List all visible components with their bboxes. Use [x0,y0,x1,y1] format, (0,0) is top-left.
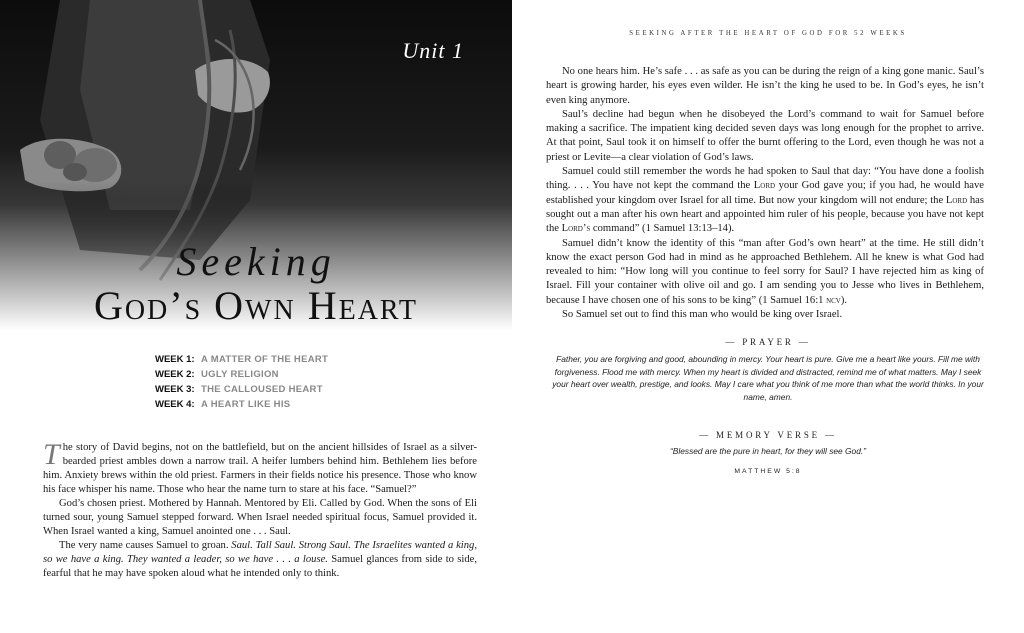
unit-label: Unit 1 [402,38,464,63]
drop-cap: T [43,438,60,471]
unit-title-line1: Seeking [176,239,336,284]
paragraph-text: Samuel glances from side to side, fearful that he may have spoken aloud what he intended only to think. [43,554,477,579]
paragraph: Saul’s decline had begun when he disobeyed the Lord’s command to wait for Samuel before making a sacrifice. The impatient king decided seven days was long enough for the prophet to arrive. At that point, Saul took it on himself to offer the burnt offering to the Lord, even though he was not a priest or Levite—a clear violation of God’s laws. [546,108,984,163]
week-number: WEEK 4: [155,399,195,410]
running-head: SEEKING AFTER THE HEART OF GOD FOR 52 WEEKS [629,30,907,37]
paragraph-text: command” (1 Samuel 13:13–14). [590,223,735,235]
paragraph-text: he story of David begins, not on the battlefield, but on the ancient hillsides of Israel as a silver-bearded priest ambles down a narrow trail. A heifer lumbers behind him. Bethlehem lies before him. Anxiety brews within the old priest. Farmers in their fields notice his presence. Those who know his face whisper his name. Those who hear the name turn to stare at his face. “Samuel?” [43,442,477,495]
small-caps-text: Lord [945,194,968,206]
week-title: THE CALLOUSED HEART [201,384,323,395]
paragraph: God’s chosen priest. Mothered by Hannah. Mentored by Eli. Called by God. When the sons of Eli turned sour, young Samuel stepped forward. When Israel needed spiritual focus, Samuel provided it. When Israel wanted a king, Samuel anointed one . . . Saul. [43,498,477,537]
week-item [155,382,328,397]
week-number: WEEK 2: [155,369,195,380]
paragraph-text: Samuel could still remember the words he had spoken to Saul that day: “You have done a foolish thing. . . . You have not kept the command the [546,166,984,192]
paragraph [43,438,477,497]
week-title: A MATTER OF THE HEART [201,354,329,365]
right-page [512,0,1024,633]
paragraph [43,539,477,581]
weeks-list [155,352,328,412]
paragraph-text: has sought out a man after his own heart and appointed him ruler of his people, because you have not kept the [546,194,984,235]
week-number: WEEK 1: [155,354,195,365]
week-number: WEEK 3: [155,384,195,395]
unit-title-line2: God’s Own Heart [93,283,419,328]
italic-text: Saul. Tall Saul. Strong Saul. The Israelites wanted a king, so we have a king. They wanted a leader, so we have . . . a louse. [43,540,477,565]
paragraph [546,165,984,236]
paragraph-text: Samuel didn’t know the identity of this “man after God’s own heart” at the time. He still didn’t know the exact person God had in mind as he approached Bethlehem. All he knew is what God had revealed to him: “How long will you continue to feel sorry for Saul? I have rejected him as king of Israel. Fill your container with olive oil and go. I am sending you to Jesse who lives in Bethlehem, because I have chosen one of his sons to be king” (1 Samuel 16:1 [546,237,984,306]
week-title: UGLY RELIGION [201,369,279,380]
paragraph-text: your God gave you; if you had, he would have established your kingdom over Israel for all time. But now your kingdom will not endure; the [546,180,984,206]
memory-verse-reference: MATTHEW 5:8 [734,468,802,475]
memory-verse-text: “Blessed are the pure in heart, for they will see God.” [670,446,866,456]
prayer-heading: — PRAYER — [725,337,811,347]
paragraph [546,237,984,308]
prayer-text: Father, you are forgiving and good, abounding in mercy. Your heart is pure. Give me a heart like yours. Fill me with forgiveness. Flood me with mercy. When my heart is divided and distracted, remind me of what matters. May I seek your heart over wealth, prestige, and looks. May I care what you think of me more than what the world thinks. In your name, amen. [552,354,984,402]
paragraph: No one hears him. He’s safe . . . as safe as you can be during the reign of a king gone manic. Saul’s heart is growing harder, his eyes even wilder. He isn’t the king he used to be. In God’s eyes, he isn’t even king anymore. [546,66,984,106]
memory-verse-heading: — MEMORY VERSE — [699,430,837,440]
paragraph-text: The very name causes Samuel to groan. [59,540,232,551]
week-item [155,397,328,412]
small-caps-text: Lord [753,180,776,192]
week-item [155,352,328,367]
small-caps-text: Lord’s [561,223,591,235]
week-item [155,367,328,382]
paragraph-text: ). [840,294,848,306]
small-caps-text: ncv [826,294,841,306]
left-body-text [43,438,477,581]
paragraph: So Samuel set out to find this man who would be king over Israel. [562,309,843,321]
right-body-text [546,65,984,322]
week-title: A HEART LIKE HIS [201,399,291,410]
